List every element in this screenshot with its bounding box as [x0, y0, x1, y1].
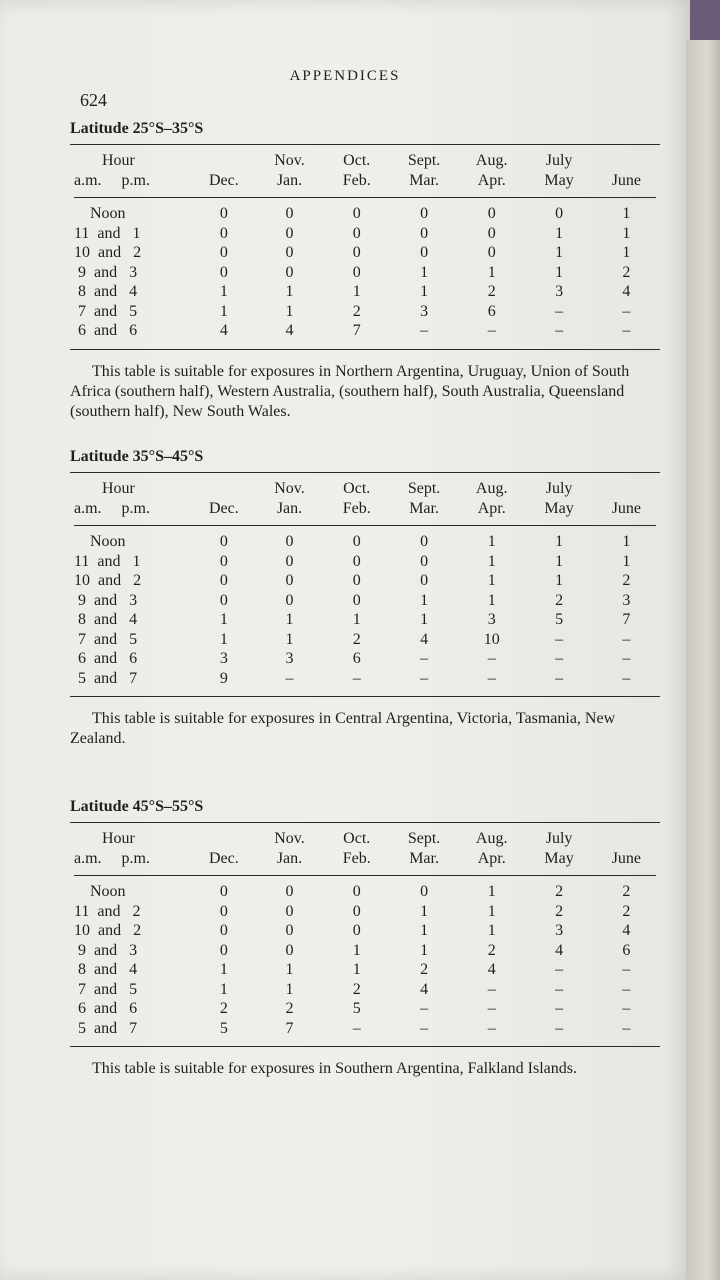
value-cell: 0 [352, 591, 361, 609]
rule [70, 1046, 660, 1047]
value-cell: 3 [219, 650, 228, 667]
value-cell: 5 [352, 1000, 361, 1017]
value-cell: – [420, 1019, 429, 1037]
hour-header: Hour a.m. p.m. [74, 830, 150, 867]
value-cell: 6 [487, 302, 496, 320]
value-cell: 1 [487, 533, 496, 550]
value-cell: 0 [352, 224, 361, 242]
value-cell: 0 [555, 205, 564, 222]
value-cell: 6 [352, 650, 361, 667]
page-edge [686, 40, 720, 1280]
table-row [70, 882, 660, 902]
exposure-table [70, 151, 660, 341]
value-cell: 1 [555, 244, 564, 261]
value-cell: 1 [420, 283, 429, 300]
value-cell: 1 [555, 533, 564, 550]
value-cell: 0 [352, 552, 361, 570]
table-section-1 [70, 120, 660, 422]
value-cell: 0 [420, 552, 429, 570]
value-cell: – [555, 630, 564, 648]
table-row [70, 204, 660, 224]
hour-cell: 6 and 6 [74, 650, 138, 667]
value-cell: – [487, 669, 496, 687]
value-cell: 4 [420, 630, 429, 648]
table-caption: This table is suitable for exposures in Central Argentina, Victoria, Tasmania, New Zealand. [70, 710, 616, 747]
value-cell: 1 [352, 283, 361, 300]
sept-mar-header: Sept. Mar. [407, 830, 441, 867]
value-cell: 2 [622, 572, 631, 589]
value-cell: 0 [285, 244, 294, 261]
nov-jan-header: Nov. Jan. [274, 830, 305, 867]
value-cell: – [622, 630, 631, 648]
value-cell: 3 [555, 922, 564, 939]
value-cell: 0 [420, 244, 429, 261]
value-cell: 1 [555, 552, 564, 570]
table-row [70, 552, 660, 572]
table-row [70, 941, 660, 961]
value-cell: 0 [352, 533, 361, 550]
june-header: June [611, 500, 642, 517]
value-cell: 1 [219, 961, 228, 978]
value-cell: 1 [487, 263, 496, 281]
hour-cell: 5 and 7 [74, 669, 138, 687]
july-may-header: July May [544, 830, 574, 867]
exposure-table [70, 829, 660, 1038]
value-cell: – [555, 322, 564, 339]
value-cell: 1 [420, 611, 429, 628]
value-cell: 2 [219, 1000, 228, 1017]
value-cell: 4 [622, 922, 631, 939]
value-cell: 1 [622, 552, 631, 570]
value-cell: 0 [285, 941, 294, 959]
table-row [70, 571, 660, 591]
value-cell: 1 [285, 283, 294, 300]
value-cell: – [487, 650, 496, 667]
rule [70, 349, 660, 350]
value-cell: 0 [285, 591, 294, 609]
value-cell: 0 [285, 224, 294, 242]
table-section-3 [70, 798, 660, 1079]
hour-cell: 8 and 4 [74, 611, 138, 628]
value-cell: 1 [420, 922, 429, 939]
table-row [70, 669, 660, 689]
value-cell: 2 [352, 630, 361, 648]
hour-cell: 8 and 4 [74, 283, 138, 300]
value-cell: 1 [622, 224, 631, 242]
value-cell: 0 [352, 922, 361, 939]
hour-cell: 9 and 3 [74, 941, 138, 959]
value-cell: 3 [622, 591, 631, 609]
value-cell: 1 [487, 902, 496, 920]
value-cell: 1 [352, 961, 361, 978]
value-cell: 1 [555, 572, 564, 589]
table-row [70, 263, 660, 283]
value-cell: 7 [622, 611, 631, 628]
rule [70, 696, 660, 697]
value-cell: 1 [285, 980, 294, 998]
value-cell: – [622, 322, 631, 339]
value-cell: 1 [622, 244, 631, 261]
sept-mar-header: Sept. Mar. [407, 152, 441, 189]
value-cell: 0 [285, 883, 294, 900]
value-cell: 1 [285, 302, 294, 320]
value-cell: 0 [219, 224, 228, 242]
value-cell: 1 [219, 302, 228, 320]
rule [74, 197, 656, 198]
value-cell: 0 [420, 205, 429, 222]
value-cell: 1 [420, 263, 429, 281]
value-cell: 1 [420, 941, 429, 959]
value-cell: 1 [219, 630, 228, 648]
june-header: June [611, 172, 642, 189]
value-cell: 2 [352, 980, 361, 998]
hour-cell: 10 and 2 [74, 922, 142, 939]
value-cell: 0 [352, 244, 361, 261]
value-cell: 9 [219, 669, 228, 687]
value-cell: 1 [219, 611, 228, 628]
value-cell: 0 [219, 591, 228, 609]
table-row [70, 999, 660, 1019]
table-caption: This table is suitable for exposures in Southern Argentina, Falkland Islands. [92, 1060, 577, 1077]
table-row [70, 302, 660, 322]
section-title: Latitude 25°S–35°S [70, 120, 204, 137]
value-cell: 2 [555, 591, 564, 609]
value-cell: 4 [420, 980, 429, 998]
value-cell: 1 [487, 922, 496, 939]
section-title: Latitude 35°S–45°S [70, 448, 204, 465]
dec-header: Dec. [208, 172, 239, 189]
rule [74, 875, 656, 876]
value-cell: 3 [487, 611, 496, 628]
hour-cell: 5 and 7 [74, 1019, 138, 1037]
table-row [70, 902, 660, 922]
value-cell: 0 [285, 922, 294, 939]
page-number: 624 [80, 90, 107, 110]
value-cell: 4 [622, 283, 631, 300]
value-cell: – [487, 980, 496, 998]
value-cell: – [622, 1000, 631, 1017]
hour-cell: Noon [74, 533, 126, 550]
table-row [70, 960, 660, 980]
value-cell: 1 [487, 591, 496, 609]
value-cell: 4 [555, 941, 564, 959]
value-cell: 1 [219, 283, 228, 300]
hour-cell: 11 and 1 [74, 552, 141, 570]
value-cell: 0 [420, 224, 429, 242]
value-cell: 0 [219, 552, 228, 570]
value-cell: 0 [487, 205, 496, 222]
value-cell: 0 [285, 263, 294, 281]
value-cell: 1 [352, 611, 361, 628]
value-cell: – [555, 650, 564, 667]
nov-jan-header: Nov. Jan. [274, 152, 305, 189]
hour-cell: 7 and 5 [74, 302, 138, 320]
value-cell: 1 [622, 533, 631, 550]
value-cell: 1 [285, 961, 294, 978]
value-cell: 0 [219, 263, 228, 281]
table-row [70, 1019, 660, 1039]
aug-apr-header: Aug. Apr. [475, 152, 508, 189]
value-cell: – [622, 650, 631, 667]
value-cell: 0 [219, 572, 228, 589]
value-cell: 7 [352, 322, 361, 339]
nov-jan-header: Nov. Jan. [274, 480, 305, 517]
value-cell: 2 [622, 263, 631, 281]
value-cell: 2 [555, 883, 564, 900]
value-cell: – [622, 669, 631, 687]
value-cell: 2 [487, 283, 496, 300]
running-title: APPENDICES [289, 68, 401, 84]
value-cell: 3 [555, 283, 564, 300]
hour-cell: 11 and 2 [74, 902, 141, 920]
value-cell: – [622, 1019, 631, 1037]
hour-cell: 9 and 3 [74, 591, 138, 609]
value-cell: – [420, 322, 429, 339]
hour-cell: 7 and 5 [74, 980, 138, 998]
value-cell: 0 [420, 533, 429, 550]
value-cell: – [555, 1019, 564, 1037]
value-cell: 0 [219, 533, 228, 550]
hour-cell: 11 and 1 [74, 224, 141, 242]
value-cell: 1 [487, 572, 496, 589]
value-cell: 0 [420, 572, 429, 589]
value-cell: 1 [420, 591, 429, 609]
value-cell: – [555, 1000, 564, 1017]
value-cell: 0 [487, 244, 496, 261]
value-cell: 0 [219, 205, 228, 222]
value-cell: 3 [285, 650, 294, 667]
value-cell: 0 [487, 224, 496, 242]
value-cell: 0 [352, 883, 361, 900]
value-cell: 1 [285, 611, 294, 628]
value-cell: 1 [420, 902, 429, 920]
value-cell: 0 [219, 244, 228, 261]
value-cell: 7 [285, 1019, 294, 1037]
rule [74, 525, 656, 526]
hour-cell: 6 and 6 [74, 322, 138, 339]
value-cell: 2 [487, 941, 496, 959]
value-cell: 1 [555, 263, 564, 281]
hour-cell: 10 and 2 [74, 572, 142, 589]
aug-apr-header: Aug. Apr. [475, 480, 508, 517]
value-cell: 1 [487, 552, 496, 570]
value-cell: 1 [622, 205, 631, 222]
value-cell: 2 [622, 883, 631, 900]
table-row [70, 591, 660, 611]
oct-feb-header: Oct. Feb. [342, 830, 371, 867]
value-cell: – [487, 322, 496, 339]
value-cell: 2 [352, 302, 361, 320]
value-cell: 4 [487, 961, 496, 978]
value-cell: 1 [352, 941, 361, 959]
value-cell: 2 [285, 1000, 294, 1017]
value-cell: – [555, 669, 564, 687]
value-cell: 10 [483, 630, 500, 648]
value-cell: – [285, 669, 294, 687]
table-row [70, 321, 660, 341]
july-may-header: July May [544, 480, 574, 517]
value-cell: 6 [622, 941, 631, 959]
aug-apr-header: Aug. Apr. [475, 830, 508, 867]
rule [70, 822, 660, 823]
hour-cell: 9 and 3 [74, 263, 138, 281]
dec-header: Dec. [208, 850, 239, 867]
value-cell: 2 [622, 902, 631, 920]
value-cell: 0 [285, 902, 294, 920]
table-row [70, 649, 660, 669]
value-cell: 0 [420, 883, 429, 900]
value-cell: 3 [420, 302, 429, 320]
value-cell: 1 [487, 883, 496, 900]
sept-mar-header: Sept. Mar. [407, 480, 441, 517]
value-cell: 2 [420, 961, 429, 978]
value-cell: 0 [219, 941, 228, 959]
value-cell: – [622, 961, 631, 978]
value-cell: – [352, 669, 361, 687]
table-section-2 [70, 448, 660, 749]
hour-cell: Noon [74, 205, 126, 222]
value-cell: 0 [219, 902, 228, 920]
table-row [70, 282, 660, 302]
june-header: June [611, 850, 642, 867]
value-cell: 0 [219, 883, 228, 900]
table-row [70, 243, 660, 263]
exposure-table [70, 479, 660, 688]
value-cell: 2 [555, 902, 564, 920]
value-cell: 4 [219, 322, 228, 339]
value-cell: 0 [352, 263, 361, 281]
value-cell: 0 [285, 205, 294, 222]
rule [70, 472, 660, 473]
value-cell: 0 [285, 552, 294, 570]
value-cell: – [487, 1000, 496, 1017]
value-cell: 0 [352, 902, 361, 920]
table-row [70, 630, 660, 650]
table-row [70, 224, 660, 244]
july-may-header: July May [544, 152, 574, 189]
value-cell: – [420, 1000, 429, 1017]
value-cell: – [352, 1019, 361, 1037]
value-cell: 1 [285, 630, 294, 648]
dec-header: Dec. [208, 500, 239, 517]
value-cell: 0 [352, 572, 361, 589]
value-cell: – [622, 980, 631, 998]
value-cell: – [555, 980, 564, 998]
hour-cell: 8 and 4 [74, 961, 138, 978]
table-caption: This table is suitable for exposures in Northern Argentina, Uruguay, Union of South Africa (southern half), Western Australia, (southern half), South Australia, Queensland (southern half), New South Wales. [70, 362, 630, 420]
value-cell: 1 [219, 980, 228, 998]
rule [70, 144, 660, 145]
value-cell: – [555, 302, 564, 320]
table-row [70, 980, 660, 1000]
hour-header: Hour a.m. p.m. [74, 152, 150, 189]
value-cell: 0 [352, 205, 361, 222]
hour-cell: 6 and 6 [74, 1000, 138, 1017]
value-cell: 4 [285, 322, 294, 339]
oct-feb-header: Oct. Feb. [342, 152, 371, 189]
table-row [70, 921, 660, 941]
value-cell: – [420, 650, 429, 667]
value-cell: – [487, 1019, 496, 1037]
value-cell: 1 [555, 224, 564, 242]
value-cell: 0 [285, 533, 294, 550]
value-cell: – [555, 961, 564, 978]
section-title: Latitude 45°S–55°S [70, 798, 204, 815]
hour-cell: Noon [74, 883, 126, 900]
table-row [70, 532, 660, 552]
hour-cell: 7 and 5 [74, 630, 138, 648]
value-cell: 5 [555, 611, 564, 628]
oct-feb-header: Oct. Feb. [342, 480, 371, 517]
value-cell: – [420, 669, 429, 687]
table-row [70, 610, 660, 630]
hour-cell: 10 and 2 [74, 244, 142, 261]
value-cell: 0 [219, 922, 228, 939]
value-cell: 0 [285, 572, 294, 589]
hour-header: Hour a.m. p.m. [74, 480, 150, 517]
value-cell: – [622, 302, 631, 320]
value-cell: 5 [219, 1019, 228, 1037]
